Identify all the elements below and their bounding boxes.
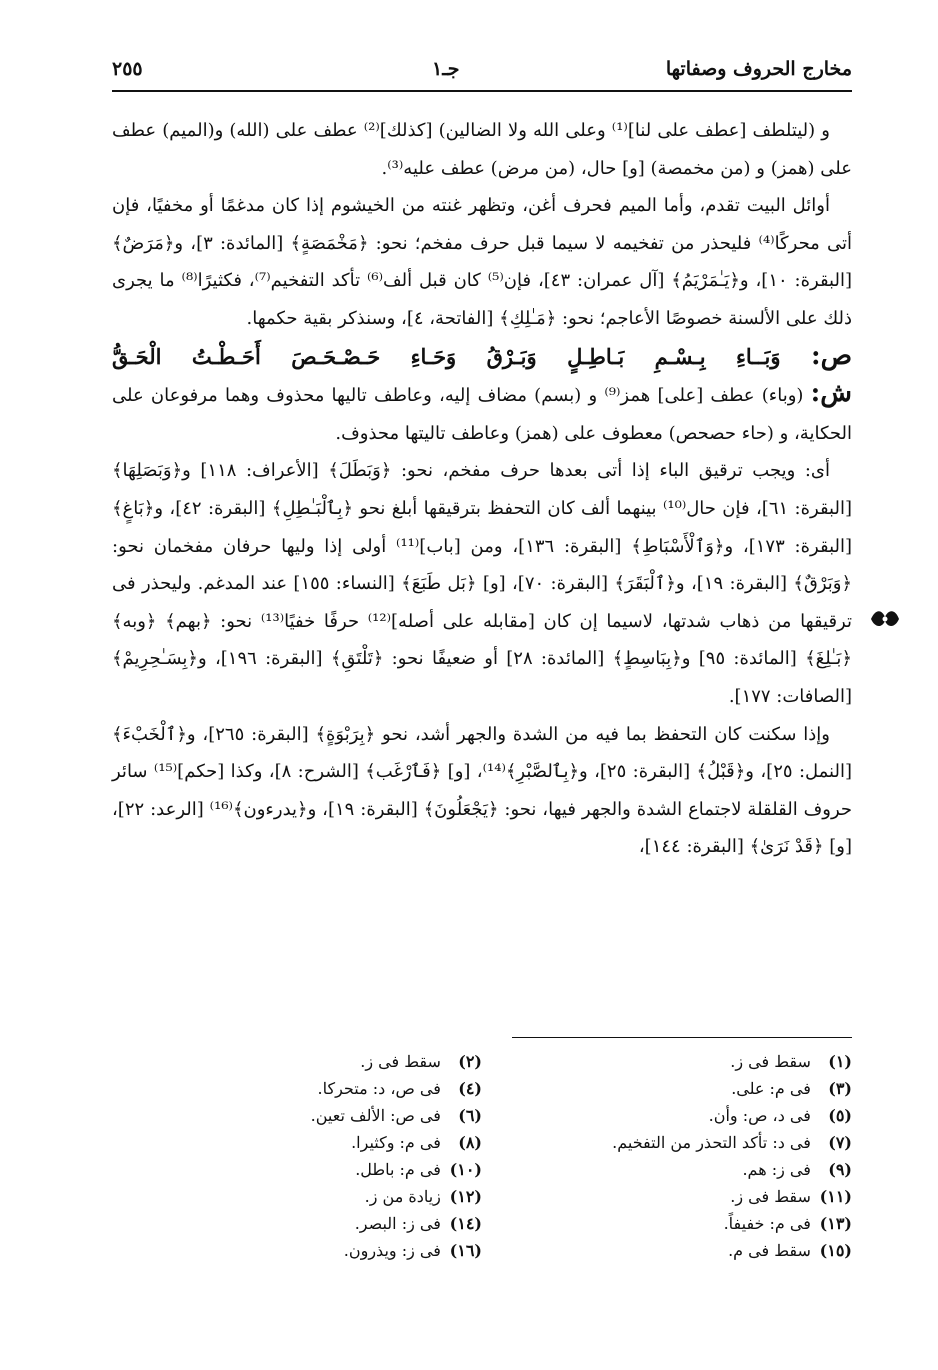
footnote-number: (١٤) bbox=[449, 1214, 482, 1233]
footnote-number: (٢) bbox=[458, 1052, 482, 1071]
footnote-text: فى د: تأكد التحذر من التفخيم. bbox=[612, 1133, 811, 1152]
footnote-number: (١٦) bbox=[449, 1241, 482, 1260]
paragraph-2: أوائل البيت تقدم، وأما الميم فحرف أغن، وتظهر غنته من الخيشوم إذا كان مدغمًا أو مخفيًا، فإن أتى محركًا⁽⁴⁾ فليحذر من تفخيمه لا سيما قبل حرف مفخم؛ نحو: ﴿مَخْمَصَةٍ﴾ [المائدة: ٣]، و﴿مَرَضٌ﴾ [البقرة: ١٠]، و﴿يَـٰمَرْيَمُ﴾ [آل عمران: ٤٣]، فإن⁽⁵⁾ كان قبل ألف⁽⁶⁾ تأكد التفخيم⁽⁷⁾، فكثيرًا⁽⁸⁾ ما يجرى ذلك على الألسنة خصوصًا الأعاجم؛ نحو: ﴿مَـٰلِكِ﴾ [الفاتحة، ٤]، وسنذكر بقية حكمها. bbox=[112, 195, 852, 329]
paragraph-3: (وباء) عطف [على] همز⁽⁹⁾ و (بسم) مضاف إليه، وعاطف تاليها محذوف وهما مرفوعان على الحكاية، و (حاء حصحص) معطوف على (همز) وعاطف تاليتها محذوف. bbox=[112, 385, 852, 444]
verse-text: وَبَــاءِ بِـسْـمِ بَـاطِـلٍ وَبَـرْقُ وَحَـاءِ حَـصْـحَـصَ أَحَـطْـتُ الْحَـقُّ bbox=[112, 343, 781, 369]
footnote-text: سقط فى ز. bbox=[730, 1052, 811, 1071]
footnote bbox=[552, 1156, 852, 1183]
footnote-number: (٤) bbox=[458, 1079, 482, 1098]
footnote bbox=[182, 1075, 482, 1102]
paragraph-5: وإذا سكنت كان التحفظ بما فيه من الشدة والجهر أشد، نحو ﴿بِرَبْوَةٍ﴾ [البقرة: ٢٦٥]، و﴿ٱلْخَبْءَ﴾ [النمل: ٢٥]، و﴿قَبْلُ﴾ [البقرة: ٢٥]، و﴿بِٱلصَّبْرِ﴾⁽¹⁴⁾، [و] ﴿فَٱرْغَب﴾ [الشرح: ٨]، وكذا [حكم]⁽¹⁵⁾ سائر حروف القلقلة لاجتماع الشدة والجهر فيها، نحو: ﴿يَجْعَلُونَ﴾ [البقرة: ١٩]، و﴿يدرءون﴾⁽¹⁶⁾ [الرعد: ٢٢]، [و] ﴿قَدْ نَرَىٰ﴾ [البقرة: ١٤٤]، bbox=[112, 723, 852, 858]
footnote-number: (١٣) bbox=[819, 1214, 852, 1233]
footnote-number: (٦) bbox=[458, 1106, 482, 1125]
footnote-number: (١١) bbox=[819, 1187, 852, 1206]
footnote-text: فى ص: الألف تعين. bbox=[310, 1106, 441, 1125]
footnote bbox=[182, 1156, 482, 1183]
footnote-number: (١) bbox=[828, 1052, 852, 1071]
paragraph-1: و (ليتلطف [عطف على لنا]⁽¹⁾ وعلى الله ولا الضالين) [كذلك]⁽²⁾ عطف على (الله) و(الميم) عطف على (همز) و (من مخمصة) [و] حال، (من مرض) عطف عليه⁽³⁾. bbox=[112, 120, 852, 179]
footnote-text: سقط فى ز. bbox=[360, 1052, 441, 1071]
footnote-text: فى ص، د: متحركا. bbox=[317, 1079, 441, 1098]
footnote-text: سقط فى م. bbox=[728, 1241, 811, 1260]
footnote-number: (١٥) bbox=[819, 1241, 852, 1260]
footnote bbox=[552, 1210, 852, 1237]
margin-ornament-icon bbox=[868, 606, 902, 632]
footnote bbox=[552, 1102, 852, 1129]
footnote bbox=[182, 1102, 482, 1129]
footnote-separator bbox=[512, 1037, 852, 1038]
footnote-text: فى ز: البصر. bbox=[354, 1214, 441, 1233]
footnote-number: (٥) bbox=[828, 1106, 852, 1125]
footnote-number: (٨) bbox=[458, 1133, 482, 1152]
verse-marker: ص: bbox=[810, 340, 853, 371]
footnote-number: (١٠) bbox=[449, 1160, 482, 1179]
footnote-text: سقط فى ز. bbox=[730, 1187, 811, 1206]
footnote bbox=[182, 1048, 482, 1075]
footnote bbox=[182, 1210, 482, 1237]
footnote bbox=[552, 1129, 852, 1156]
footnote bbox=[552, 1183, 852, 1210]
footnote-number: (١٢) bbox=[449, 1187, 482, 1206]
page-number: ٢٥٥ bbox=[112, 58, 143, 80]
footnotes-right-column bbox=[552, 1048, 852, 1264]
footnote-text: زيادة من ز. bbox=[364, 1187, 441, 1206]
paragraph-4: أى: ويجب ترقيق الباء إذا أتى بعدها حرف مفخم، نحو: ﴿وَبَطَلَ﴾ [الأعراف: ١١٨] و﴿وَبَصَلِهَا﴾ [البقرة: ٦١]، فإن حال⁽¹⁰⁾ بينهما ألف كان التحفظ بترقيقها أبلغ نحو ﴿بِٱلْبَـٰطِلِ﴾ [البقرة: ٤٢]، و﴿بَاغٍ﴾ [البقرة: ١٧٣]، و﴿وَٱلْأَسْبَاطِ﴾ [البقرة: ١٣٦]، ومن [باب]⁽¹¹⁾ أولى إذا وليها حرفان مفخمان نحو: ﴿وَبَرْقٌ﴾ [البقرة: ١٩]، و﴿ٱلْبَقَرَ﴾ [البقرة: ٧٠]، [و] ﴿بَل طَبَعَ﴾ [النساء: ١٥٥] عند المدغم. وليحذر فى ترقيقها من ذهاب شدتها، لاسيما إن كان [مقابله على أصله]⁽¹²⁾ حرفًا خفيًا⁽¹³⁾ نحو: ﴿بهم﴾ ﴿وبه﴾ ﴿بَـٰلِغَ﴾ [المائدة: ٩٥] و﴿بِبَاسِطٍ﴾ [المائدة: ٢٨] أو ضعيفًا نحو: ﴿تَلْتَقِ﴾ [البقرة: ١٩٦]، و﴿بِسَـٰحِرِيمْ﴾ [الصافات: ١٧٧]. bbox=[112, 460, 853, 707]
footnote-text: فى م: باطل. bbox=[355, 1160, 441, 1179]
running-header bbox=[112, 58, 852, 92]
footnote-text: فى ز: ويذرون. bbox=[343, 1241, 441, 1260]
footnote-text: فى ز: هم. bbox=[742, 1160, 811, 1179]
footnotes-left-column bbox=[182, 1048, 482, 1264]
footnote-number: (٣) bbox=[828, 1079, 852, 1098]
footnote bbox=[552, 1048, 852, 1075]
footnote bbox=[182, 1183, 482, 1210]
footnote-number: (٧) bbox=[828, 1133, 852, 1152]
footnote bbox=[552, 1237, 852, 1264]
footnote-text: فى م: خفيفاً. bbox=[723, 1214, 811, 1233]
verse-line bbox=[112, 338, 852, 376]
footnote bbox=[182, 1237, 482, 1264]
footnote-text: فى م: وكثيرا. bbox=[351, 1133, 441, 1152]
footnote bbox=[182, 1129, 482, 1156]
footnote bbox=[552, 1075, 852, 1102]
sharh-marker: ش: bbox=[810, 378, 852, 409]
main-text bbox=[112, 112, 852, 866]
footnote-number: (٩) bbox=[828, 1160, 852, 1179]
footnote-text: فى م: على. bbox=[731, 1079, 811, 1098]
header-title: مخارج الحروف وصفاتها bbox=[665, 58, 852, 80]
footnote-text: فى د، ص: وأن. bbox=[708, 1106, 811, 1125]
header-volume: جـ١ bbox=[432, 58, 460, 80]
sharh-paragraph bbox=[112, 375, 852, 452]
